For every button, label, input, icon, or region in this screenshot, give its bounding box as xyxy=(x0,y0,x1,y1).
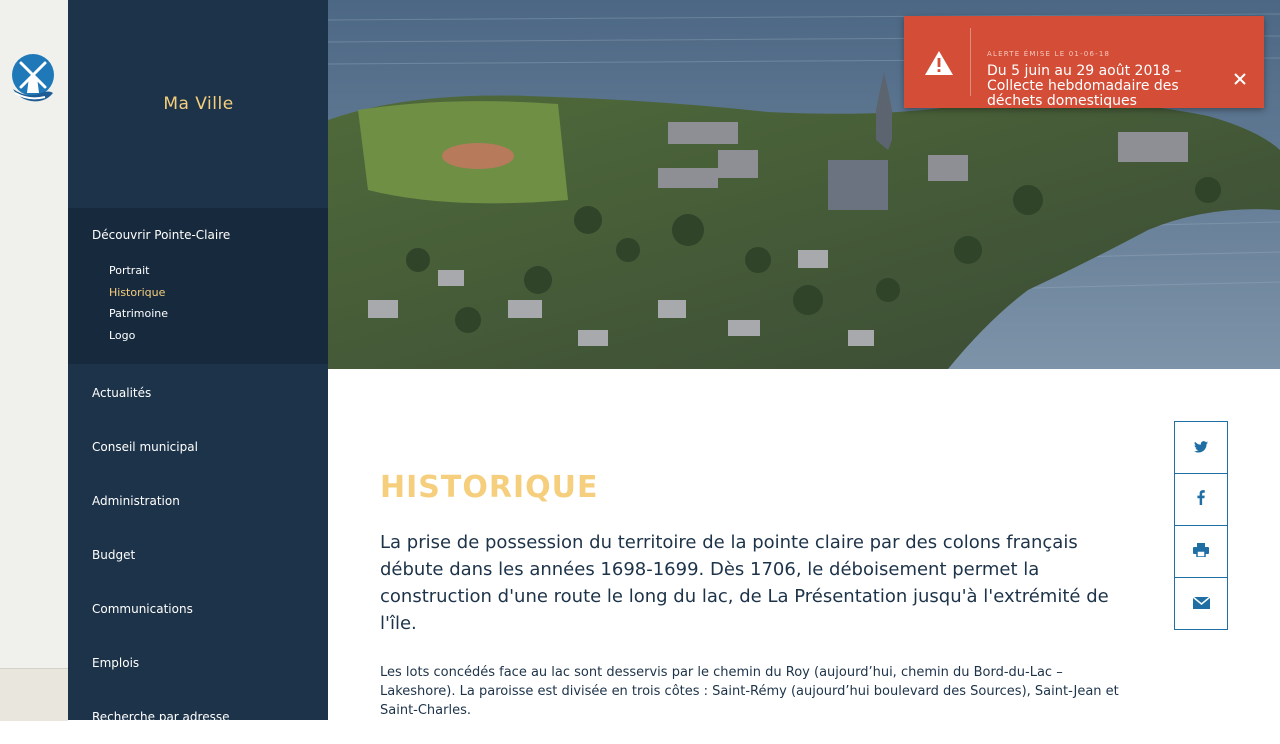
main-content xyxy=(380,470,1120,720)
rail-footer xyxy=(0,668,68,721)
alert-divider xyxy=(970,28,971,96)
left-rail xyxy=(0,0,69,720)
sidebar-item-administration[interactable]: Administration xyxy=(92,494,180,509)
facebook-icon xyxy=(1197,490,1205,509)
sidebar-section-decouvrir xyxy=(68,208,328,364)
sidebar-subitem-portrait[interactable]: Portrait xyxy=(109,264,150,277)
print-icon xyxy=(1193,542,1209,561)
body-paragraph: Les lots concédés face au lac sont desservis par le chemin du Roy (aujourd’hui, chemin du Bord-du-Lac – Lakeshore). La paroisse est divisée en trois côtes : Saint-Rémy (aujourd’hui boulevard des Sources), Saint-Jean et Saint-Charles. xyxy=(380,665,1119,718)
brand-area xyxy=(68,0,328,208)
share-bar xyxy=(1174,421,1228,630)
city-logo-icon[interactable] xyxy=(11,53,55,103)
twitter-icon xyxy=(1194,438,1208,457)
share-print-button[interactable] xyxy=(1175,526,1227,578)
sidebar-section-title[interactable]: Découvrir Pointe-Claire xyxy=(92,228,231,242)
sidebar-item-actualites[interactable]: Actualités xyxy=(92,386,152,401)
sidebar-subitem-patrimoine[interactable]: Patrimoine xyxy=(109,307,169,321)
alert-banner xyxy=(904,16,1264,108)
share-facebook-button[interactable] xyxy=(1175,474,1227,526)
sidebar-item-budget[interactable]: Budget xyxy=(92,548,136,563)
sidebar-item-conseil-municipal[interactable]: Conseil municipal xyxy=(92,440,198,455)
sidebar-nav xyxy=(68,0,328,725)
sidebar-item-communications[interactable]: Communications xyxy=(92,602,193,617)
page-title: HISTORIQUE xyxy=(380,470,599,505)
sidebar-item-emplois[interactable]: Emplois xyxy=(92,656,140,671)
warning-icon xyxy=(924,49,954,77)
sidebar-subitem-logo[interactable]: Logo xyxy=(109,328,136,342)
alert-message[interactable]: Du 5 juin au 29 août 2018 – Collecte hebdomadaire des déchets domestiques xyxy=(987,63,1182,109)
close-icon[interactable] xyxy=(1232,71,1248,87)
brand-title[interactable]: Ma Ville xyxy=(163,94,234,114)
email-icon xyxy=(1193,594,1210,613)
sidebar-subitem-historique[interactable]: Historique xyxy=(109,285,166,299)
lead-paragraph: La prise de possession du territoire de la pointe claire par des colons français débute dans les années 1698-1699. Dès 1706, le déboisement permet la construction d'une route le long du lac, de La Présentation jusqu'à l'extrémité de l'île. xyxy=(380,532,1109,634)
share-email-button[interactable] xyxy=(1175,578,1227,629)
sidebar-item-recherche-adresse[interactable]: Recherche par adresse xyxy=(92,710,230,725)
alert-date: ALERTE ÉMISE LE 01-06-18 xyxy=(987,50,1111,58)
share-twitter-button[interactable] xyxy=(1175,422,1227,474)
